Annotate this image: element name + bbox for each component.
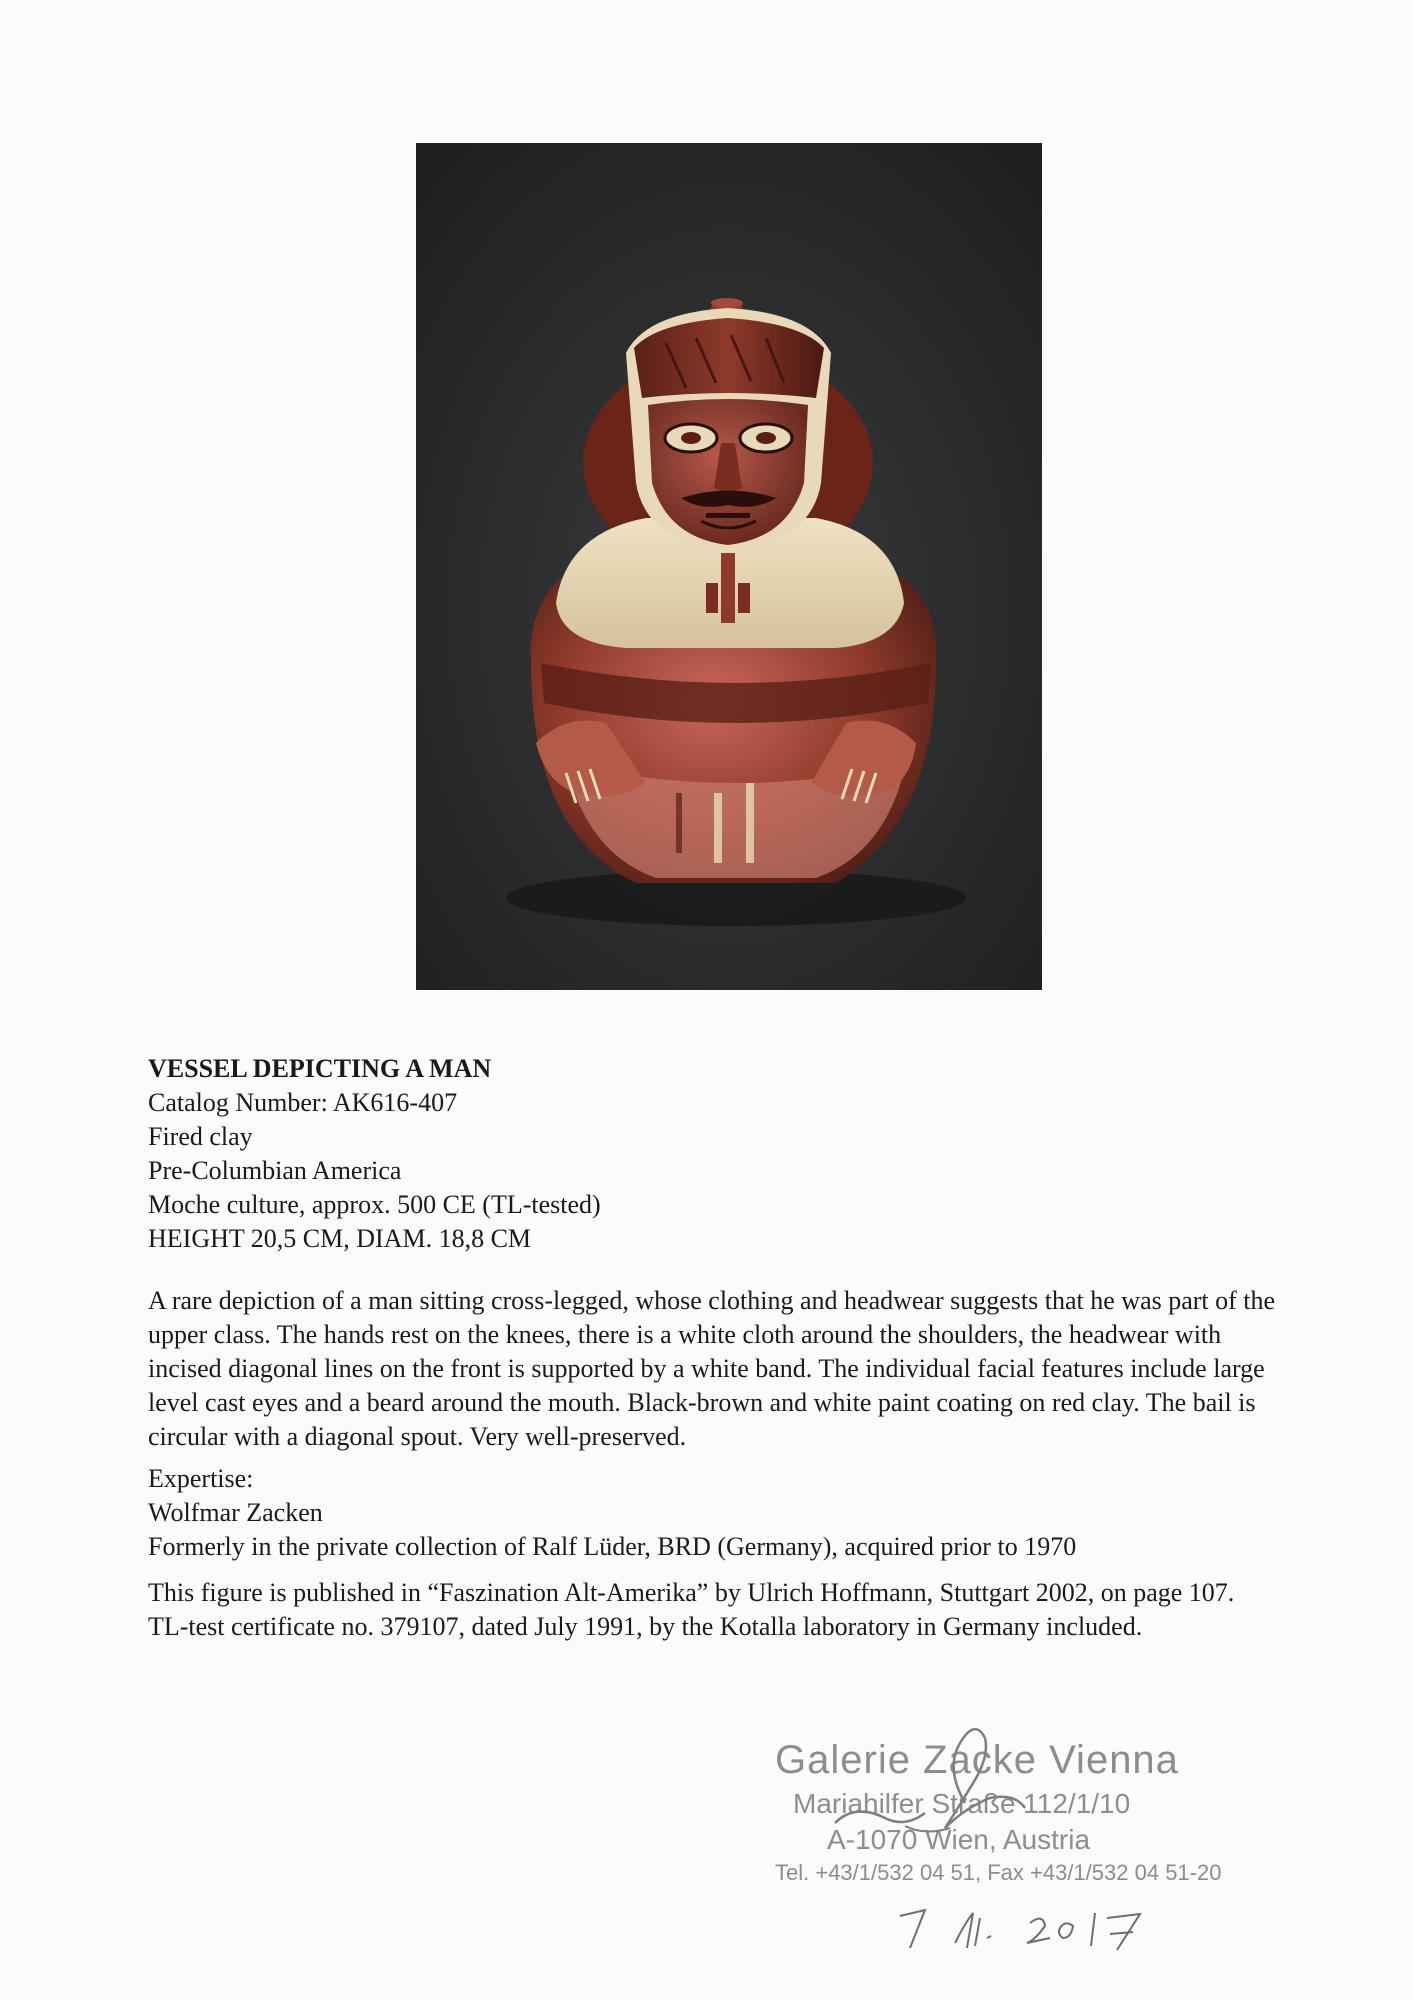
object-title: VESSEL DEPICTING A MAN xyxy=(148,1054,492,1083)
expert-name: Wolfmar Zacken xyxy=(148,1498,323,1527)
region: Pre-Columbian America xyxy=(148,1156,402,1185)
catalog-number: Catalog Number: AK616-407 xyxy=(148,1088,458,1117)
stamp-phone: Tel. +43/1/532 04 51, Fax +43/1/532 04 51-20 xyxy=(775,1860,1222,1885)
vessel-photo xyxy=(416,143,1042,990)
object-description: A rare depiction of a man sitting cross-legged, whose clothing and headwear suggests that he was part of the upper class. The hands rest on the knees, there is a white cloth around the shoulders, the headwear with incised diagonal lines on the front is supported by a white band. The individual facial features include large level cast eyes and a beard around the mouth. Black-brown and white paint coating on red clay. The bail is circular with a diagonal spout. Very well-preserved. xyxy=(148,1286,1276,1451)
stamp-gallery-name: Galerie Zacke Vienna xyxy=(775,1738,1179,1782)
certificate-note: TL-test certificate no. 379107, dated July 1991, by the Kotalla laboratory in Germany included. xyxy=(148,1612,1143,1641)
vessel-illustration xyxy=(416,143,1042,990)
publication-note: This figure is published in “Faszination Alt-Amerika” by Ulrich Hoffmann, Stuttgart 2002, on page 107. xyxy=(148,1578,1235,1607)
stamp-city: A-1070 Wien, Austria xyxy=(827,1824,1091,1855)
handwritten-date xyxy=(895,1898,1145,1958)
expertise-section xyxy=(148,1462,1298,1564)
provenance: Formerly in the private collection of Ralf Lüder, BRD (Germany), acquired prior to 1970 xyxy=(148,1532,1077,1561)
expertise-label: Expertise: xyxy=(148,1464,254,1493)
culture-date: Moche culture, approx. 500 CE (TL-tested) xyxy=(148,1190,601,1219)
dimensions: HEIGHT 20,5 CM, DIAM. 18,8 CM xyxy=(148,1224,532,1253)
stamp-street: Mariahilfer Straße 112/1/10 xyxy=(793,1788,1131,1819)
object-description-block xyxy=(148,1052,1298,1644)
material: Fired clay xyxy=(148,1122,253,1151)
gallery-stamp xyxy=(775,1738,1222,1898)
